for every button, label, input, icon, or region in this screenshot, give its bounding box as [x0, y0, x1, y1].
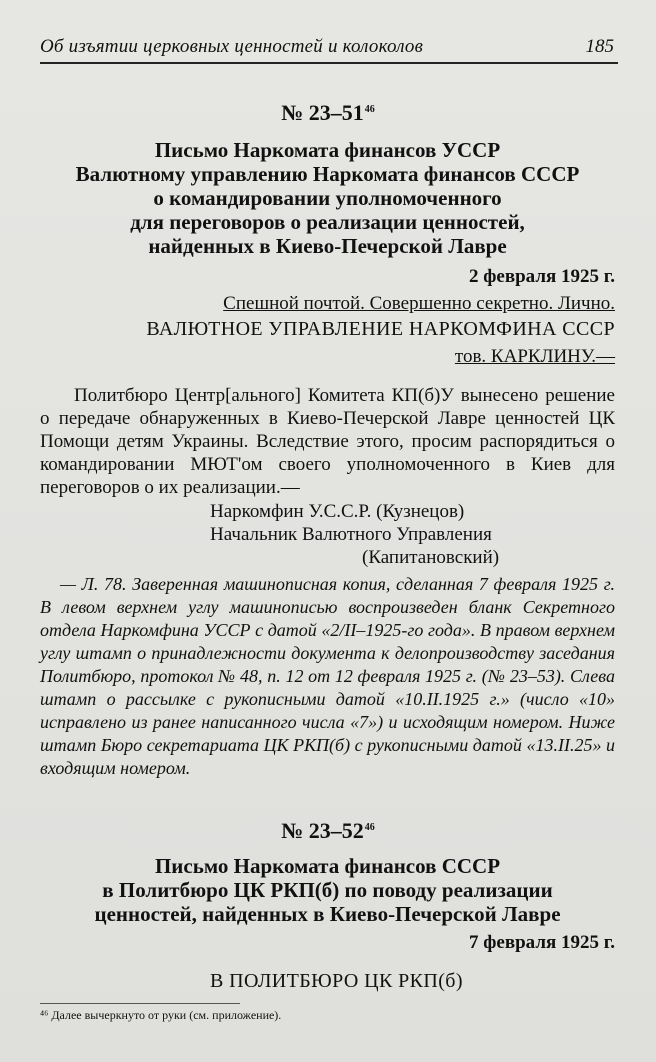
- page-number: 185: [585, 36, 614, 57]
- heading-line: найденных в Киево-Печерской Лавре: [148, 234, 507, 258]
- document-1-heading: [40, 138, 615, 258]
- footnote-divider: [40, 1003, 240, 1004]
- document-number-2: [0, 818, 656, 844]
- footnote-mark-1: 46: [364, 103, 375, 115]
- heading-line: Письмо Наркомата финансов СССР: [154, 854, 501, 878]
- signature-line: Наркомфин У.С.С.Р. (Кузнецов): [210, 501, 465, 522]
- footnote-mark-2: 46: [364, 821, 375, 833]
- document-2-addressee: В ПОЛИТБЮРО ЦК РКП(б): [210, 970, 463, 992]
- footnote: ⁴⁶ Далее вычеркнуто от руки (см. приложение).: [40, 1008, 282, 1022]
- document-number-2-text: № 23–52: [281, 818, 364, 843]
- document-1-recipient: тов. КАРКЛИНУ.—: [454, 346, 615, 367]
- heading-line: о командировании уполномоченного: [153, 186, 502, 210]
- running-head-title: Об изъятии церковных ценностей и колоколов: [40, 36, 424, 57]
- heading-line: для переговоров о реализации ценностей,: [130, 210, 525, 234]
- document-1-urgency: Спешной почтой. Совершенно секретно. Лично.: [223, 293, 615, 314]
- signature-line: Начальник Валютного Управления: [210, 524, 492, 545]
- document-number-1: [0, 100, 656, 126]
- heading-line: в Политбюро ЦК РКП(б) по поводу реализации: [102, 878, 553, 902]
- document-1-archival-note: — Л. 78. Заверенная машинописная копия, сделанная 7 февраля 1925 г. В левом верхнем углу машинописью воспроизведен бланк Секретного отдела Наркомфина УССР с датой «2/II–1925-го года». В правом верхнем углу штамп о принадлежности документа к делопроизводству заседания Политбюро, протокол № 48, п. 12 от 12 февраля 1925 г. (№ 23–53). Слева штамп о рассылке с рукописными датой «10.II.1925 г.» (число «10» исправлено из ранее написанного числа «7») и исходящим номером. Ниже штамп Бюро секретариата ЦК РКП(б) с рукописными датой «13.II.25» и входящим номером.: [40, 574, 615, 778]
- document-1-body: Политбюро Центр[ального] Комитета КП(б)У вынесено решение о передаче обнаруженных в Киево-Печерской Лавре ценностей ЦК Помощи детям Украины. Вследствие этого, просим распорядиться о командировании МЮТ'ом своего уполномоченного в Киев для переговоров о их реализации.—: [40, 385, 615, 498]
- heading-line: ценностей, найденных в Киево-Печерской Лавре: [94, 902, 561, 926]
- document-2-date: 7 февраля 1925 г.: [469, 932, 615, 953]
- document-number-1-text: № 23–51: [281, 100, 364, 125]
- document-2-heading: [40, 854, 615, 926]
- heading-line: Письмо Наркомата финансов УССР: [154, 138, 501, 162]
- heading-line: Валютному управлению Наркомата финансов СССР: [75, 162, 580, 186]
- document-1-signatures: [40, 500, 615, 569]
- signature-line: (Капитановский): [362, 547, 500, 568]
- document-1-addressee: ВАЛЮТНОЕ УПРАВЛЕНИЕ НАРКОМФИНА СССР: [146, 318, 615, 340]
- running-head: [40, 36, 618, 64]
- document-1-date: 2 февраля 1925 г.: [469, 266, 615, 287]
